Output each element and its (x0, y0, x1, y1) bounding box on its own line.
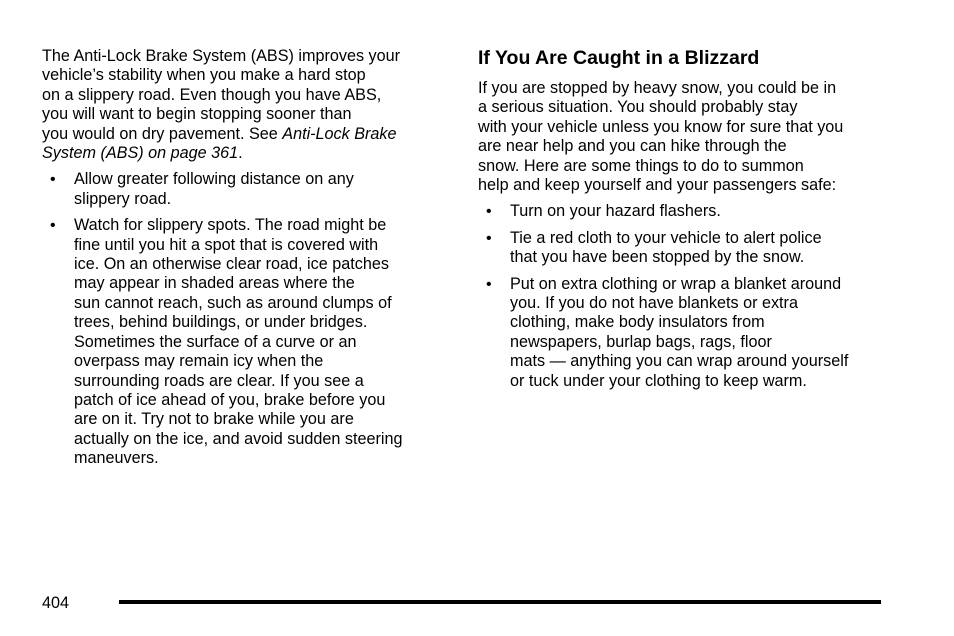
abs-intro-paragraph (42, 47, 444, 163)
list-item-line: patch of ice ahead of you, brake before you (74, 390, 386, 409)
list-item-line: ice. On an otherwise clear road, ice patches (74, 255, 389, 274)
list-item (478, 229, 884, 268)
list-item-line: that you have been stopped by the snow. (510, 248, 805, 267)
blizzard-intro-line: snow. Here are some things to do to summon (478, 156, 804, 175)
list-item-line: sun cannot reach, such as around clumps of (74, 293, 392, 312)
list-item-line: Tie a red cloth to your vehicle to alert police (510, 228, 822, 247)
section-heading: If You Are Caught in a Blizzard (478, 47, 760, 69)
blizzard-intro-line: help and keep yourself and your passengers safe: (478, 176, 837, 195)
list-item-line: trees, behind buildings, or under bridges. (74, 313, 368, 332)
list-item-line: Watch for slippery spots. The road might be (74, 216, 387, 235)
list-item-line: overpass may remain icy when the (74, 352, 324, 371)
list-item-line: may appear in shaded areas where the (74, 274, 355, 293)
blizzard-intro-line: with your vehicle unless you know for sure that you (478, 117, 844, 136)
list-item-line: mats — anything you can wrap around yourself (510, 352, 849, 371)
right-column (478, 47, 884, 391)
abs-intro-line (42, 125, 444, 144)
list-item-line: maneuvers. (74, 449, 159, 468)
page-number: 404 (42, 594, 70, 612)
bullet-icon: • (50, 217, 56, 235)
list-item-line: clothing, make body insulators from (510, 313, 765, 332)
abs-intro-line: vehicle’s stability when you make a hard stop (42, 66, 366, 85)
bullet-icon: • (486, 275, 492, 293)
list-item-line: Put on extra clothing or wrap a blanket around (510, 274, 842, 293)
abs-intro-line: on a slippery road. Even though you have ABS, (42, 85, 382, 104)
abs-page-reference-cont[interactable]: System (ABS) on page 361 (42, 144, 239, 163)
abs-intro-line: The Anti-Lock Brake System (ABS) improves your (42, 47, 401, 65)
blizzard-intro-line: a serious situation. You should probably stay (478, 98, 798, 117)
list-item-line: Turn on your hazard flashers. (510, 202, 721, 221)
list-item-line: surrounding roads are clear. If you see a (74, 371, 364, 390)
blizzard-intro-line: If you are stopped by heavy snow, you could be in (478, 79, 837, 97)
blizzard-bullet-list (478, 202, 884, 391)
slippery-road-bullet-list (42, 170, 444, 468)
blizzard-intro-paragraph (478, 79, 884, 195)
abs-page-reference[interactable]: Anti-Lock Brake (282, 124, 397, 143)
list-item-line: Allow greater following distance on any (74, 170, 354, 189)
list-item-line: are on it. Try not to brake while you are (74, 410, 354, 429)
left-column (42, 47, 444, 469)
bullet-icon: • (50, 171, 56, 189)
footer-rule (119, 600, 881, 604)
list-item (478, 275, 884, 391)
list-item-line: Sometimes the surface of a curve or an (74, 332, 357, 351)
list-item-line: newspapers, burlap bags, rags, floor (510, 332, 772, 351)
blizzard-intro-line: are near help and you can hike through the (478, 137, 787, 156)
list-item (478, 202, 884, 221)
list-item (42, 170, 444, 209)
abs-intro-text: you would on dry pavement. See (42, 124, 283, 143)
list-item-line: or tuck under your clothing to keep warm. (510, 371, 807, 390)
bullet-icon: • (486, 203, 492, 221)
abs-intro-line (42, 144, 444, 163)
abs-intro-line: you will want to begin stopping sooner than (42, 105, 352, 124)
list-item-line: actually on the ice, and avoid sudden steering (74, 429, 403, 448)
list-item-line: slippery road. (74, 189, 172, 208)
bullet-icon: • (486, 229, 492, 247)
list-item-line: you. If you do not have blankets or extra (510, 294, 798, 313)
list-item-line: fine until you hit a spot that is covered with (74, 235, 379, 254)
abs-intro-period: . (238, 144, 243, 163)
list-item (42, 216, 444, 468)
